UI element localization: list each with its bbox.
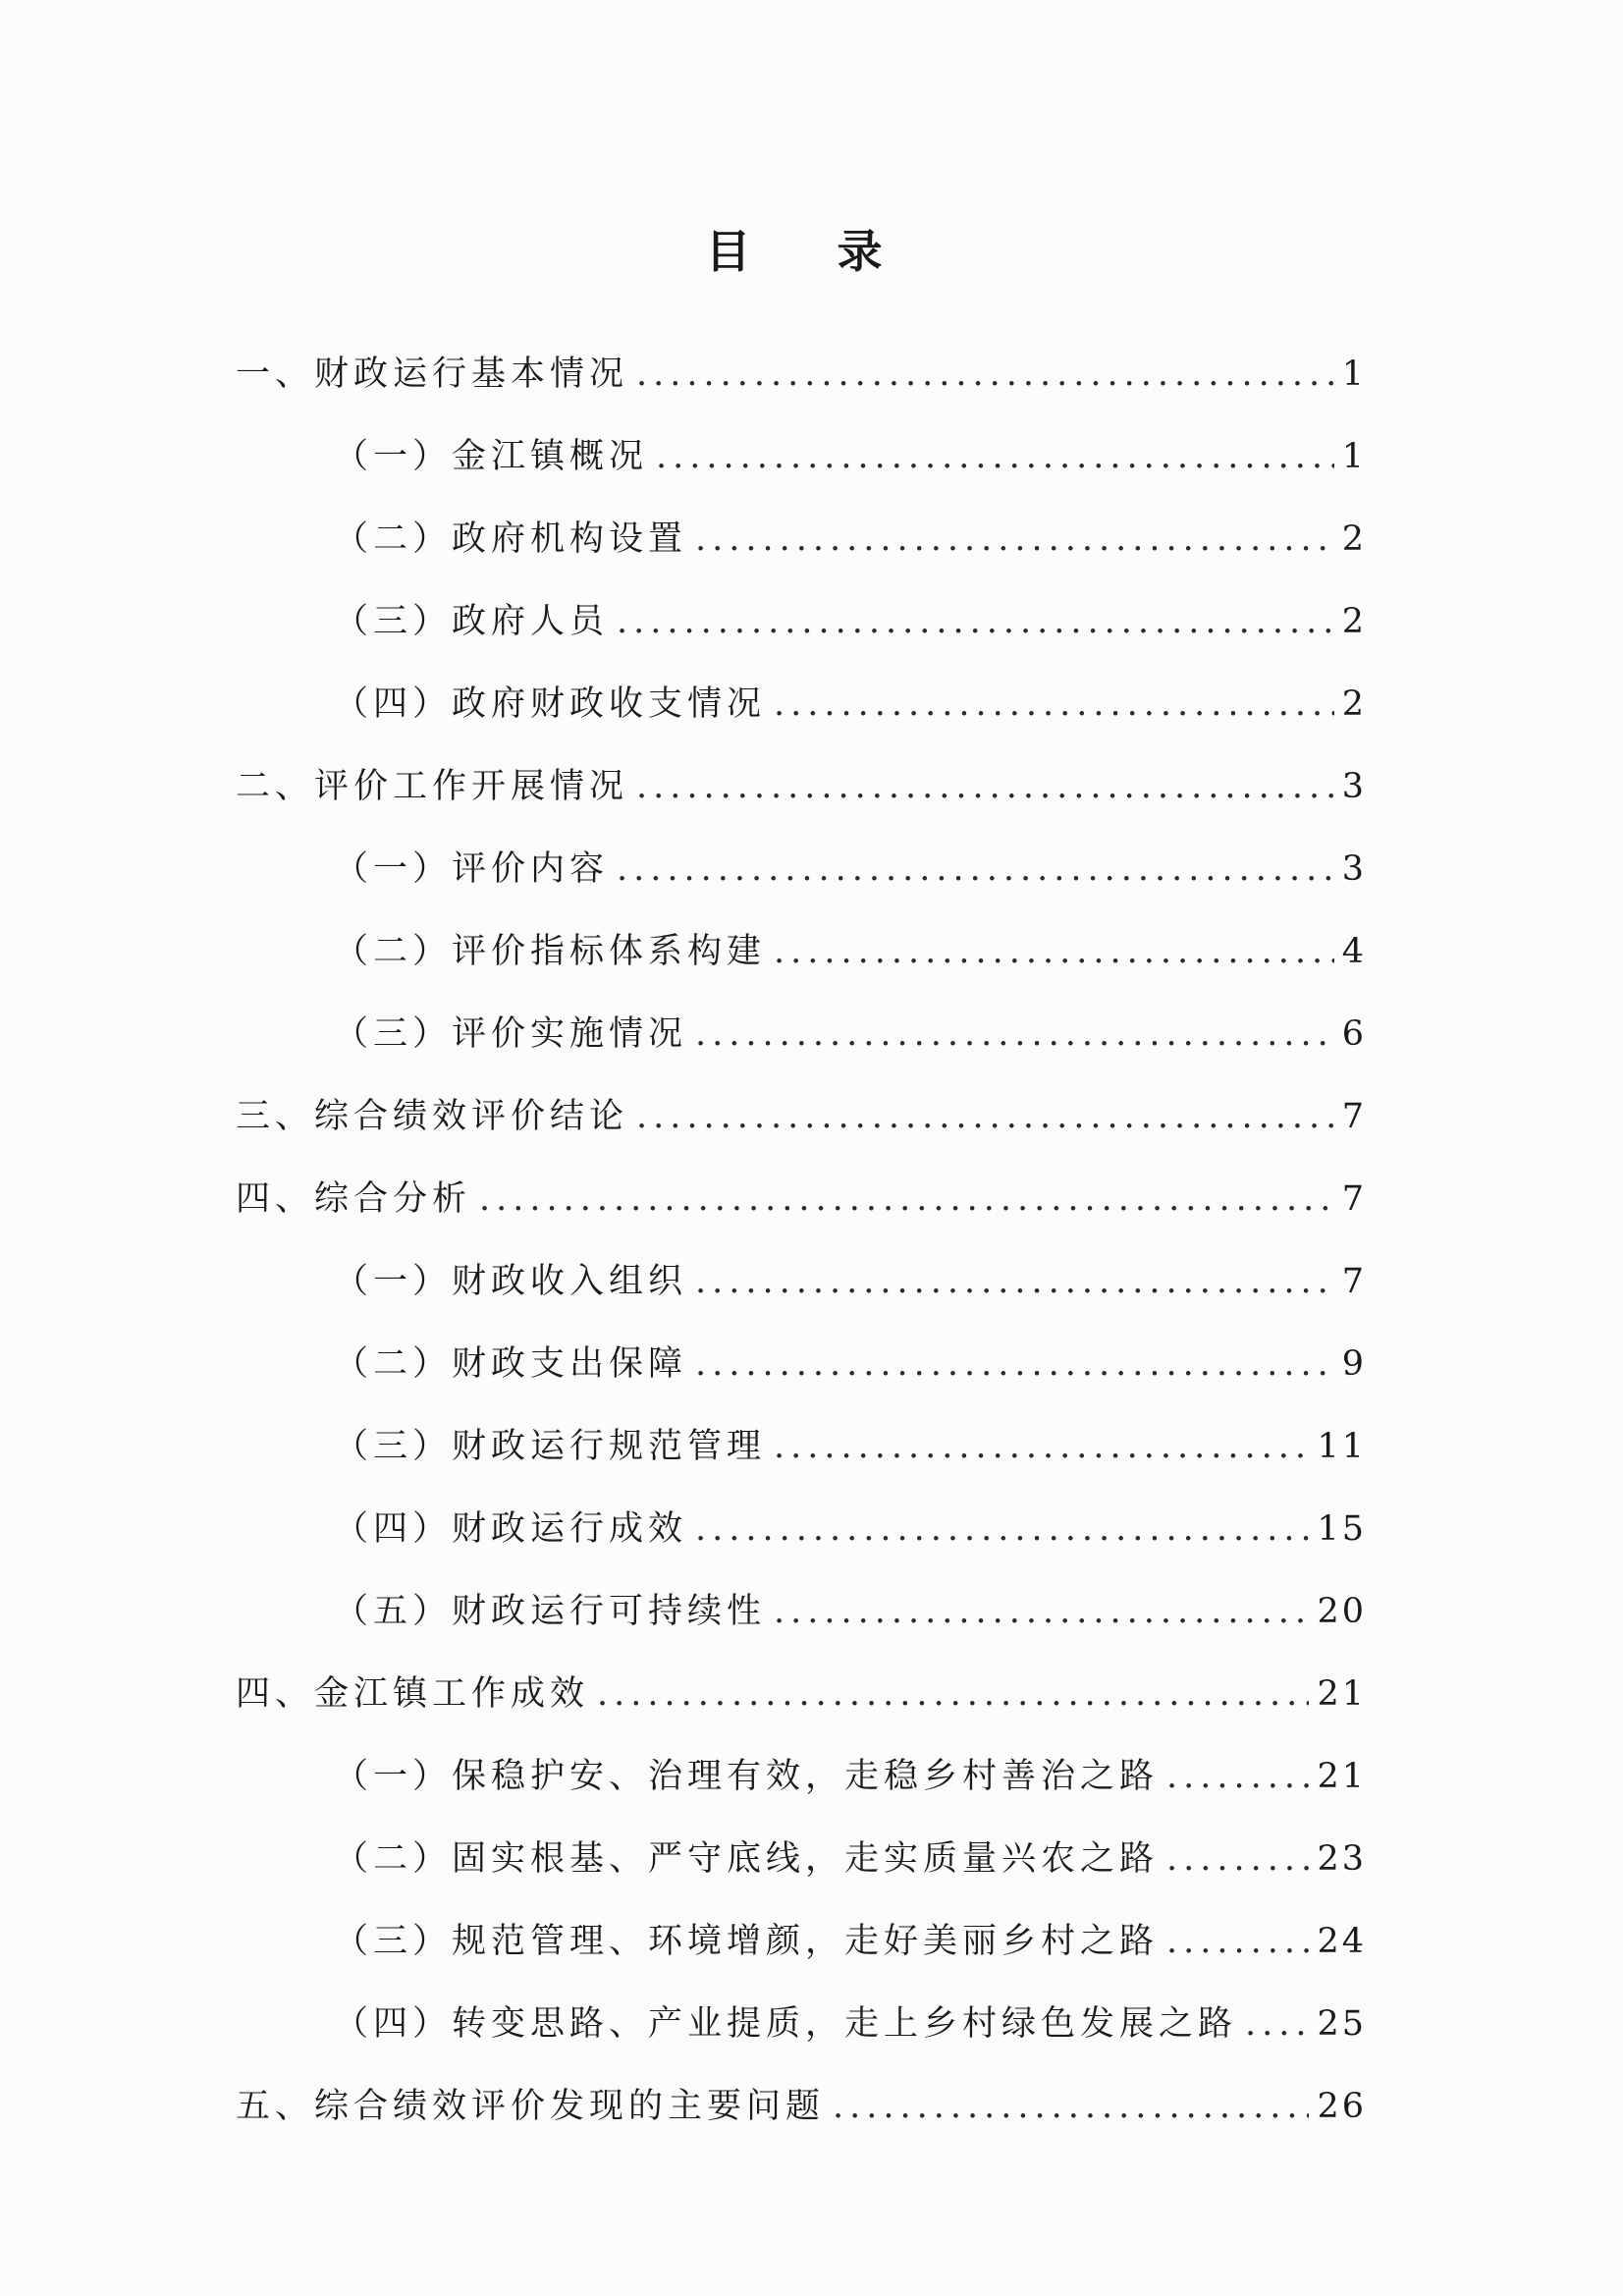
- toc-entry-label: （四）政府财政收支情况: [334, 684, 767, 724]
- toc-entry: [236, 1055, 1367, 1137]
- toc-entry-label: （一）保稳护安、治理有效，走稳乡村善治之路: [334, 1757, 1160, 1796]
- toc-entry-label: （二）财政支出保障: [334, 1344, 688, 1384]
- toc-page-number: 9: [1341, 1344, 1367, 1384]
- toc-page-number: 21: [1317, 1674, 1367, 1714]
- toc-entry-label: （一）财政收入组织: [334, 1262, 688, 1301]
- toc-leader-dots: [695, 1261, 1334, 1302]
- toc-leader-dots: [774, 683, 1334, 725]
- toc-leader-dots: [617, 848, 1334, 890]
- toc-leader-dots: [636, 766, 1334, 807]
- toc-entry: [236, 1302, 1367, 1385]
- toc-entry-label: （三）财政运行规范管理: [334, 1427, 767, 1466]
- toc-leader-dots: [1166, 1921, 1309, 1962]
- toc-page-number: 1: [1341, 437, 1367, 476]
- toc-page-number: 1: [1341, 355, 1367, 394]
- toc-entry: [236, 1137, 1367, 1220]
- toc-entry-label: 四、金江镇工作成效: [236, 1674, 590, 1714]
- toc-page-number: 20: [1317, 1592, 1367, 1631]
- toc-entry-label: （四）财政运行成效: [334, 1509, 688, 1549]
- toc-entry: [236, 642, 1367, 725]
- toc-page-number: 25: [1317, 2004, 1367, 2044]
- toc-page-number: 26: [1317, 2087, 1367, 2126]
- toc-leader-dots: [656, 436, 1334, 477]
- table-of-contents: [236, 312, 1367, 2127]
- toc-entry: [236, 1385, 1367, 1467]
- toc-page-number: 7: [1341, 1097, 1367, 1136]
- toc-leader-dots: [636, 354, 1334, 395]
- toc-entry-label: （三）规范管理、环境增颜，走好美丽乡村之路: [334, 1922, 1160, 1961]
- toc-page-number: 6: [1341, 1014, 1367, 1054]
- toc-entry: [236, 1632, 1367, 1715]
- toc-entry-label: （一）评价内容: [334, 849, 610, 889]
- toc-entry-label: 五、综合绩效评价发现的主要问题: [236, 2087, 826, 2126]
- toc-entry: [236, 395, 1367, 477]
- toc-entry-label: （三）政府人员: [334, 602, 610, 641]
- toc-entry: [236, 972, 1367, 1055]
- toc-leader-dots: [1166, 1838, 1309, 1880]
- toc-leader-dots: [774, 931, 1334, 972]
- toc-leader-dots: [636, 1096, 1334, 1137]
- toc-entry-label: （二）评价指标体系构建: [334, 932, 767, 971]
- toc-entry: [236, 477, 1367, 560]
- toc-entry: [236, 1880, 1367, 1962]
- toc-page-number: 2: [1341, 602, 1367, 641]
- toc-leader-dots: [774, 1426, 1309, 1467]
- toc-leader-dots: [1166, 1756, 1309, 1797]
- toc-entry-label: （五）财政运行可持续性: [334, 1592, 767, 1631]
- toc-entry-label: 一、财政运行基本情况: [236, 355, 629, 394]
- toc-leader-dots: [774, 1591, 1309, 1632]
- page-title: 目 录: [705, 225, 918, 278]
- toc-entry: [236, 1962, 1367, 2045]
- toc-page-number: 2: [1341, 684, 1367, 724]
- toc-entry-label: （四）转变思路、产业提质，走上乡村绿色发展之路: [334, 2004, 1238, 2044]
- toc-entry: [236, 807, 1367, 890]
- toc-page-number: 2: [1341, 519, 1367, 559]
- toc-leader-dots: [479, 1178, 1334, 1220]
- toc-page-number: 7: [1341, 1262, 1367, 1301]
- toc-leader-dots: [833, 2086, 1309, 2127]
- toc-entry: [236, 890, 1367, 972]
- toc-entry: [236, 725, 1367, 807]
- toc-leader-dots: [695, 519, 1334, 560]
- toc-entry: [236, 312, 1367, 395]
- toc-entry: [236, 1797, 1367, 1880]
- stamp-edge-mark: [1601, 864, 1615, 1090]
- toc-page-number: 4: [1341, 932, 1367, 971]
- toc-entry-label: （二）政府机构设置: [334, 519, 688, 559]
- toc-leader-dots: [1245, 2003, 1309, 2045]
- toc-page-number: 11: [1317, 1427, 1367, 1466]
- toc-entry-label: 四、综合分析: [236, 1179, 472, 1219]
- toc-page-number: 24: [1317, 1922, 1367, 1961]
- toc-entry-label: （二）固实根基、严守底线，走实质量兴农之路: [334, 1839, 1160, 1879]
- toc-entry: [236, 560, 1367, 642]
- toc-entry: [236, 2045, 1367, 2127]
- toc-page-number: 3: [1341, 849, 1367, 889]
- toc-entry-label: 三、综合绩效评价结论: [236, 1097, 629, 1136]
- toc-entry: [236, 1550, 1367, 1632]
- toc-entry-label: （一）金江镇概况: [334, 437, 649, 476]
- toc-leader-dots: [695, 1013, 1334, 1055]
- toc-page-number: 23: [1317, 1839, 1367, 1879]
- toc-page-number: 7: [1341, 1179, 1367, 1219]
- toc-entry: [236, 1467, 1367, 1550]
- toc-leader-dots: [597, 1673, 1309, 1715]
- toc-leader-dots: [617, 601, 1334, 642]
- toc-page-number: 21: [1317, 1757, 1367, 1796]
- toc-page-number: 3: [1341, 767, 1367, 806]
- toc-entry-label: （三）评价实施情况: [334, 1014, 688, 1054]
- toc-entry-label: 二、评价工作开展情况: [236, 767, 629, 806]
- toc-leader-dots: [695, 1343, 1334, 1385]
- toc-page-number: 15: [1317, 1509, 1367, 1549]
- toc-entry: [236, 1220, 1367, 1302]
- toc-entry: [236, 1715, 1367, 1797]
- toc-leader-dots: [695, 1508, 1309, 1550]
